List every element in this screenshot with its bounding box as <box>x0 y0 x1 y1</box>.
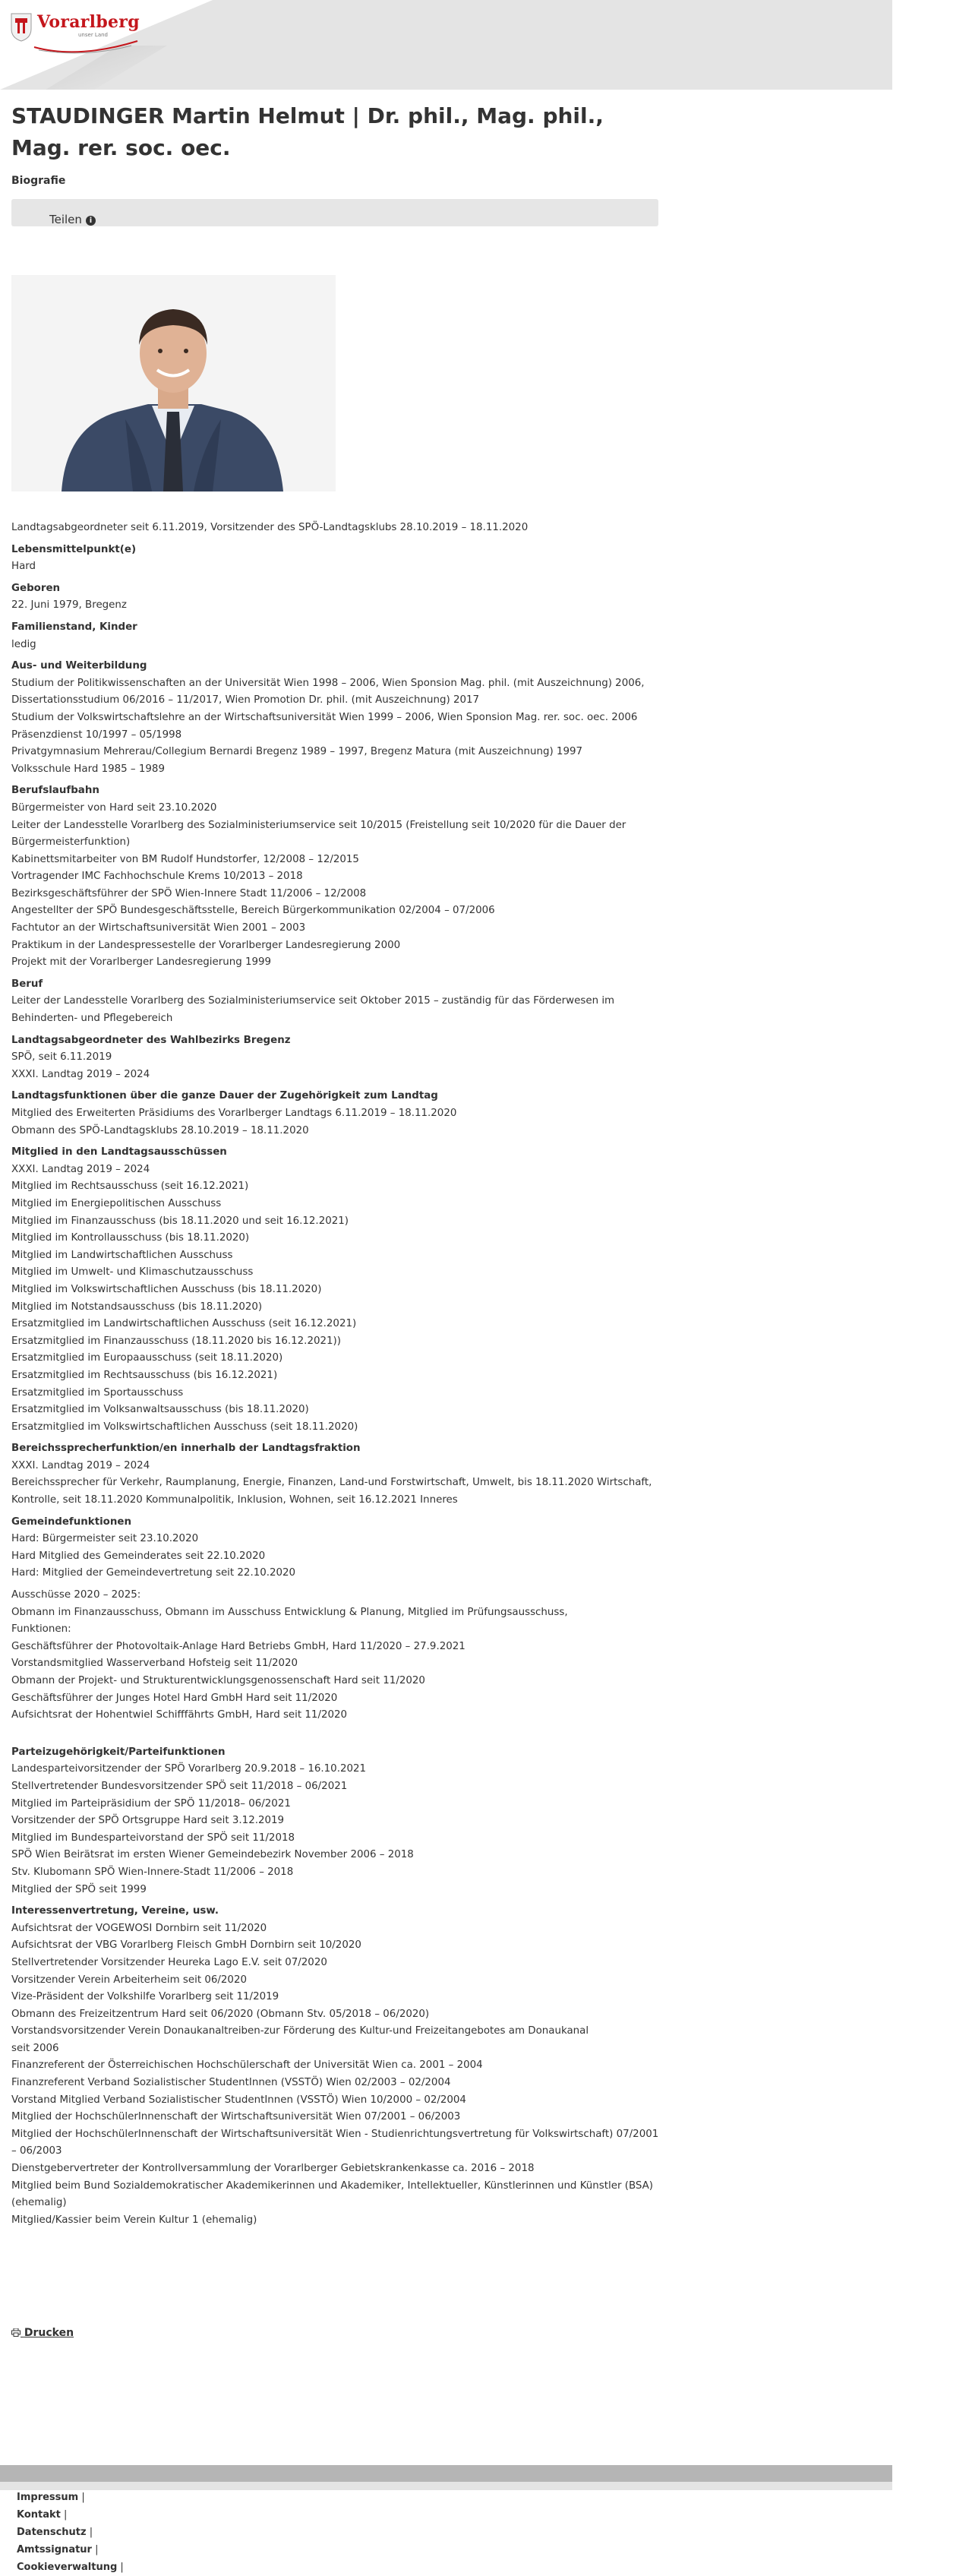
section-line: Mitglied im Notstandsausschuss (bis 18.11.2020) <box>11 1301 263 1313</box>
section-line: Mitglied/Kassier beim Verein Kultur 1 (ehemalig) <box>11 2214 257 2226</box>
section-line: Ersatzmitglied im Rechtsausschuss (bis 16.12.2021) <box>11 1369 278 1381</box>
section-line: Projekt mit der Vorarlberger Landesregierung 1999 <box>11 956 272 969</box>
footer-separator: | <box>91 2544 99 2555</box>
section-line: (ehemalig) <box>11 2197 67 2209</box>
section-line: Mitglied der HochschülerInnenschaft der Wirtschaftsuniversität Wien 07/2001 – 06/2003 <box>11 2111 461 2123</box>
bio-section <box>11 1032 664 1084</box>
bio-section <box>11 658 664 778</box>
bio-section <box>11 1514 664 1582</box>
section-line: Geschäftsführer der Junges Hotel Hard GmbH Hard seit 11/2020 <box>11 1692 338 1704</box>
print-label: Drucken <box>24 2327 74 2339</box>
bio-section <box>11 1144 664 1436</box>
section-line: 22. Juni 1979, Bregenz <box>11 599 127 612</box>
footer-link[interactable]: Impressum <box>17 2492 79 2503</box>
footer-link-row <box>17 2524 124 2541</box>
section-line: Hard: Bürgermeister seit 23.10.2020 <box>11 1533 199 1545</box>
bio-section <box>11 1587 664 1724</box>
share-bar[interactable] <box>11 199 658 226</box>
section-line: Mitglied beim Bund Sozialdemokratischer Akademikerinnen und Akademiker, Intellektueller, Künstlerinnen und Künstler (BSA) <box>11 2179 654 2192</box>
section-line: Vorstandsvorsitzender Verein Donaukanaltreiben-zur Förderung des Kultur-und Freizeitangebotes am Donaukanal <box>11 2025 589 2037</box>
coat-of-arms-icon <box>10 12 33 43</box>
section-line: ledig <box>11 638 36 650</box>
section-line: Mitglied im Volkswirtschaftlichen Ausschuss (bis 18.11.2020) <box>11 1283 322 1295</box>
section-line: XXXI. Landtag 2019 – 2024 <box>11 1068 150 1080</box>
section-line: Fachtutor an der Wirtschaftsuniversität Wien 2001 – 2003 <box>11 922 306 934</box>
section-line: Ausschüsse 2020 – 2025: <box>11 1589 141 1601</box>
section-line: Stellvertretender Bundesvorsitzender SPÖ seit 11/2018 – 06/2021 <box>11 1780 348 1792</box>
section-line: Ersatzmitglied im Europaausschuss (seit 18.11.2020) <box>11 1352 283 1364</box>
share-label: Teilen <box>49 213 82 226</box>
section-line: Mitglied der SPÖ seit 1999 <box>11 1883 147 1895</box>
footer-link-row <box>17 2506 124 2524</box>
intro-text: Landtagsabgeordneter seit 6.11.2019, Vorsitzender des SPÖ-Landtagsklubs 28.10.2019 – 18.11.2020 <box>11 522 529 533</box>
section-line: Angestellter der SPÖ Bundesgeschäftsstelle, Bereich Bürgerkommunikation 02/2004 – 07/2006 <box>11 905 495 917</box>
section-line: Mitglied im Kontrollausschuss (bis 18.11.2020) <box>11 1232 250 1244</box>
section-line: Dienstgebervertreter der Kontrollversammlung der Vorarlberger Gebietskrankenkasse ca. 2016 – 2018 <box>11 2163 535 2175</box>
logo-text: Vorarlberg <box>37 12 140 32</box>
section-line: Vize-Präsident der Volkshilfe Vorarlberg seit 11/2019 <box>11 1991 279 2003</box>
section-gap <box>11 1729 664 1744</box>
section-line: Mitglied im Energiepolitischen Ausschuss <box>11 1197 222 1209</box>
section-line: Geschäftsführer der Photovoltaik-Anlage Hard Betriebs GmbH, Hard 11/2020 – 27.9.2021 <box>11 1640 465 1652</box>
bio-section <box>11 1903 664 2229</box>
section-line: Dissertationsstudium 06/2016 – 11/2017, Wien Promotion Dr. phil. (mit Auszeichnung) 2017 <box>11 694 480 706</box>
section-line: Hard <box>11 561 36 573</box>
footer-link-row <box>17 2489 124 2506</box>
section-line: Bereichssprecher für Verkehr, Raumplanung, Energie, Finanzen, Land-und Forstwirtschaft, Umwelt, bis 18.11.2020 Wirtschaft, <box>11 1477 652 1489</box>
bio-section <box>11 976 664 1028</box>
portrait-image <box>11 275 336 491</box>
section-label: Landtagsabgeordneter des Wahlbezirks Bregenz <box>11 1034 291 1046</box>
print-link[interactable] <box>11 2327 74 2339</box>
section-line: XXXI. Landtag 2019 – 2024 <box>11 1163 150 1175</box>
portrait-photo <box>11 275 336 491</box>
vorarlberg-logo[interactable] <box>10 11 140 49</box>
section-line: Kabinettsmitarbeiter von BM Rudolf Hundstorfer, 12/2008 – 12/2015 <box>11 853 359 865</box>
section-line: Finanzreferent der Österreichischen Hochschülerschaft der Universität Wien ca. 2001 – 2004 <box>11 2059 483 2072</box>
section-line: Hard: Mitglied der Gemeindevertretung seit 22.10.2020 <box>11 1567 296 1579</box>
section-line: SPÖ Wien Beirätsrat im ersten Wiener Gemeindebezirk November 2006 – 2018 <box>11 1849 414 1861</box>
footer-link-row <box>17 2559 124 2576</box>
section-line: Volksschule Hard 1985 – 1989 <box>11 763 165 775</box>
section-line: Ersatzmitglied im Finanzausschuss (18.11.2020 bis 16.12.2021)) <box>11 1335 341 1347</box>
section-line: Präsenzdienst 10/1997 – 05/1998 <box>11 729 182 741</box>
footer-link[interactable]: Cookieverwaltung <box>17 2562 118 2573</box>
section-line: Mitglied im Rechtsausschuss (seit 16.12.2021) <box>11 1181 249 1193</box>
section-line: Vorstand Mitglied Verband Sozialistischer StudentInnen (VSSTÖ) Wien 10/2000 – 02/2004 <box>11 2094 466 2106</box>
section-line: Obmann des SPÖ-Landtagsklubs 28.10.2019 – 18.11.2020 <box>11 1124 309 1136</box>
section-line: Landesparteivorsitzender der SPÖ Vorarlberg 20.9.2018 – 16.10.2021 <box>11 1763 367 1775</box>
section-line: Mitglied im Bundesparteivorstand der SPÖ seit 11/2018 <box>11 1832 295 1844</box>
footer-bar <box>0 2465 892 2482</box>
section-label: Parteizugehörigkeit/Parteifunktionen <box>11 1746 226 1758</box>
section-line: Mitglied im Landwirtschaftlichen Ausschuss <box>11 1249 233 1261</box>
section-line: – 06/2003 <box>11 2145 62 2157</box>
info-icon: i <box>86 216 96 226</box>
biography-content <box>11 520 664 2233</box>
section-line: Vortragender IMC Fachhochschule Krems 10/2013 – 2018 <box>11 871 303 883</box>
footer-link-row <box>17 2541 124 2559</box>
section-line: Ersatzmitglied im Landwirtschaftlichen Ausschuss (seit 16.12.2021) <box>11 1318 357 1330</box>
bio-section <box>11 542 664 576</box>
section-line: Studium der Politikwissenschaften an der Universität Wien 1998 – 2006, Wien Sponsion Mag. phil. (mit Auszeichnung) 2006, <box>11 677 645 689</box>
footer-separator: | <box>117 2562 124 2573</box>
logo-subtext: unser Land <box>78 32 108 38</box>
section-label: Familienstand, Kinder <box>11 621 137 633</box>
section-line: Bürgermeister von Hard seit 23.10.2020 <box>11 801 217 814</box>
section-line: Ersatzmitglied im Sportausschuss <box>11 1386 184 1399</box>
section-line: Vorstandsmitglied Wasserverband Hofsteig seit 11/2020 <box>11 1658 298 1670</box>
section-line: Stellvertretender Vorsitzender Heureka Lago E.V. seit 07/2020 <box>11 1956 327 1968</box>
section-line: Mitglied des Erweiterten Präsidiums des Vorarlberger Landtags 6.11.2019 – 18.11.2020 <box>11 1108 457 1119</box>
section-line: seit 2006 <box>11 2042 59 2054</box>
footer-separator: | <box>86 2527 93 2538</box>
page-title: STAUDINGER Martin Helmut | Dr. phil., Mag. phil., Mag. rer. soc. oec. <box>11 103 604 160</box>
site-header <box>0 0 892 90</box>
footer-links <box>17 2489 124 2576</box>
section-line: Studium der Volkswirtschaftslehre an der Wirtschaftsuniversität Wien 1999 – 2006, Wien Sponsion Mag. rer. soc. oec. 2006 <box>11 711 638 723</box>
bio-section <box>11 580 664 615</box>
section-subtitle: Biografie <box>11 175 66 187</box>
share-button[interactable] <box>30 206 96 226</box>
section-line: Stv. Klubomann SPÖ Wien-Innere-Stadt 11/2006 – 2018 <box>11 1866 294 1878</box>
footer-link[interactable]: Amtssignatur <box>17 2544 92 2555</box>
section-line: Privatgymnasium Mehrerau/Collegium Bernardi Bregenz 1989 – 1997, Bregenz Matura (mit Auszeichnung) 1997 <box>11 746 582 758</box>
section-line: Behinderten- und Pflegebereich <box>11 1013 173 1025</box>
section-label: Mitglied in den Landtagsausschüssen <box>11 1146 227 1158</box>
logo-swoosh-icon <box>33 36 139 55</box>
footer-link[interactable]: Kontakt <box>17 2509 61 2521</box>
section-line: Mitglied im Finanzausschuss (bis 18.11.2020 und seit 16.12.2021) <box>11 1215 349 1227</box>
section-label: Interessenvertretung, Vereine, usw. <box>11 1905 219 1917</box>
section-line: XXXI. Landtag 2019 – 2024 <box>11 1459 150 1471</box>
section-line: Funktionen: <box>11 1623 71 1636</box>
section-label: Lebensmittelpunkt(e) <box>11 543 137 555</box>
section-line: Vorsitzender der SPÖ Ortsgruppe Hard seit 3.12.2019 <box>11 1815 285 1827</box>
section-line: Bezirksgeschäftsführer der SPÖ Wien-Innere Stadt 11/2006 – 12/2008 <box>11 887 367 899</box>
section-line: SPÖ, seit 6.11.2019 <box>11 1051 112 1064</box>
section-line: Obmann des Freizeitzentrum Hard seit 06/2020 (Obmann Stv. 05/2018 – 06/2020) <box>11 2008 430 2020</box>
bio-section <box>11 782 664 972</box>
section-line: Hard Mitglied des Gemeinderates seit 22.10.2020 <box>11 1550 266 1562</box>
footer-separator: | <box>60 2509 68 2521</box>
section-line: Leiter der Landesstelle Vorarlberg des Sozialministeriumservice seit 10/2015 (Freistellung seit 10/2020 für die Dauer der <box>11 819 626 831</box>
bio-section <box>11 1088 664 1139</box>
section-label: Berufslaufbahn <box>11 785 99 797</box>
section-line: Aufsichtsrat der VBG Vorarlberg Fleisch GmbH Dornbirn seit 10/2020 <box>11 1939 361 1952</box>
section-line: Mitglied im Umwelt- und Klimaschutzausschuss <box>11 1266 254 1279</box>
section-line: Leiter der Landesstelle Vorarlberg des Sozialministeriumservice seit Oktober 2015 – zuständig für das Förderwesen im <box>11 995 615 1007</box>
section-label: Geboren <box>11 582 61 594</box>
section-line: Kontrolle, seit 18.11.2020 Kommunalpolitik, Inklusion, Wohnen, seit 16.12.2021 Inneres <box>11 1494 458 1506</box>
section-label: Landtagsfunktionen über die ganze Dauer der Zugehörigkeit zum Landtag <box>11 1090 438 1102</box>
section-label: Beruf <box>11 978 43 990</box>
section-line: Aufsichtsrat der Hohentwiel Schifffährts GmbH, Hard seit 11/2020 <box>11 1709 348 1721</box>
footer-link[interactable]: Datenschutz <box>17 2527 87 2538</box>
site-footer <box>0 2482 892 2490</box>
bio-section <box>11 619 664 653</box>
section-label: Aus- und Weiterbildung <box>11 660 147 672</box>
section-line: Vorsitzender Verein Arbeiterheim seit 06/2020 <box>11 1974 247 1986</box>
section-line: Mitglied im Parteipräsidium der SPÖ 11/2018– 06/2021 <box>11 1797 291 1810</box>
section-line: Mitglied der HochschülerInnenschaft der Wirtschaftsuniversität Wien - Studienrichtungsvertretung für Volkswirtschaft) 07/2001 <box>11 2128 659 2140</box>
section-line: Ersatzmitglied im Volksanwaltsausschuss (bis 18.11.2020) <box>11 1404 309 1416</box>
section-line: Aufsichtsrat der VOGEWOSI Dornbirn seit 11/2020 <box>11 1922 267 1934</box>
section-line: Ersatzmitglied im Volkswirtschaftlichen Ausschuss (seit 18.11.2020) <box>11 1421 358 1433</box>
section-line: Obmann der Projekt- und Strukturentwicklungsgenossenschaft Hard seit 11/2020 <box>11 1675 425 1686</box>
footer-separator: | <box>78 2492 85 2503</box>
section-line: Praktikum in der Landespressestelle der Vorarlberger Landesregierung 2000 <box>11 939 401 951</box>
bio-section <box>11 1440 664 1509</box>
section-label: Gemeindefunktionen <box>11 1516 132 1528</box>
main-content <box>11 100 658 226</box>
printer-icon <box>11 2328 21 2337</box>
bio-section <box>11 1744 664 1898</box>
section-label: Bereichssprecherfunktion/en innerhalb der Landtagsfraktion <box>11 1443 361 1455</box>
section-line: Obmann im Finanzausschuss, Obmann im Ausschuss Entwicklung & Planung, Mitglied im Prüfungsausschuss, <box>11 1606 568 1618</box>
section-line: Bürgermeisterfunktion) <box>11 836 131 849</box>
section-line: Finanzreferent Verband Sozialistischer StudentInnen (VSSTÖ) Wien 02/2003 – 02/2004 <box>11 2077 451 2089</box>
